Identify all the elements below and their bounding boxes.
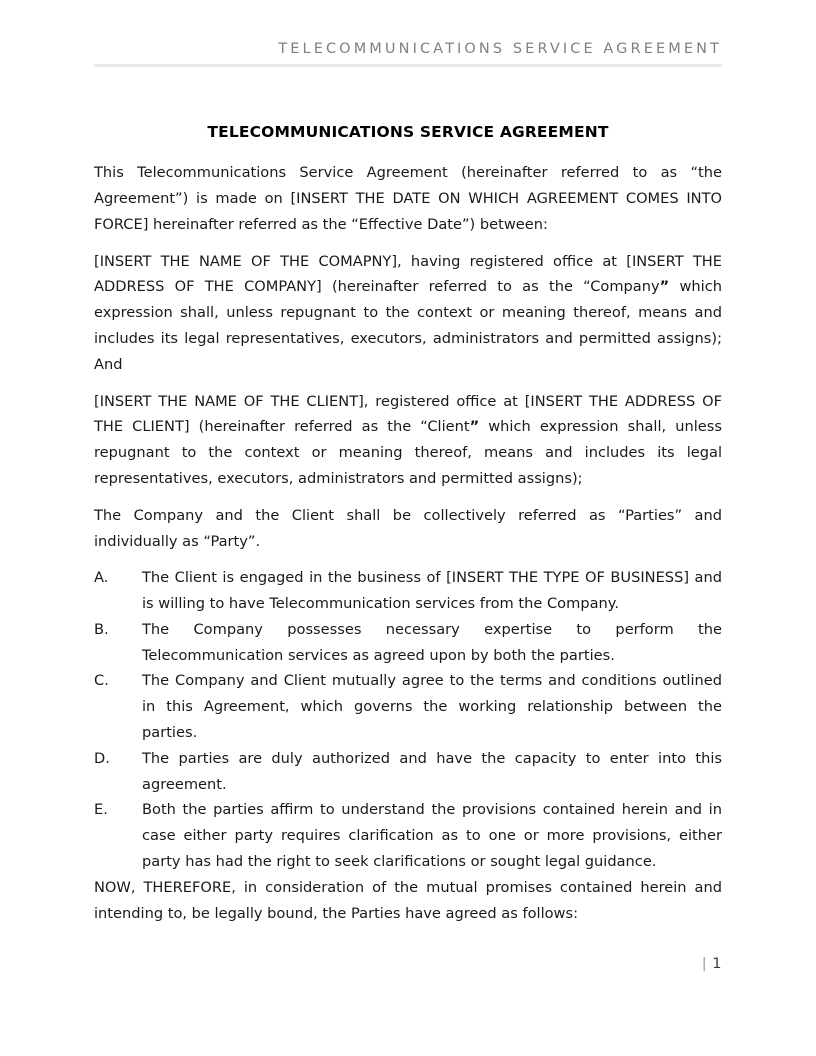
running-header-title: TELECOMMUNICATIONS SERVICE AGREEMENT: [278, 41, 722, 57]
list-item-marker: E.: [94, 801, 108, 819]
company-bold-closing-quote: ”: [659, 278, 670, 296]
document-body: [94, 122, 722, 937]
list-item-text: The Company and Client mutually agree to the terms and conditions outlined in this Agreement, which governs the working relationship between the parties.: [142, 672, 722, 742]
recitals-list: [94, 565, 722, 875]
list-item-text: The Client is engaged in the business of [INSERT THE TYPE OF BUSINESS] and is willing to have Telecommunication services from the Company.: [142, 569, 722, 613]
page-footer: [94, 956, 722, 972]
paragraph-parties-definition: The Company and the Client shall be collectively referred as “Parties” and individually as “Party”.: [94, 506, 722, 550]
page-number: 1: [712, 956, 722, 972]
company-party-text-before-quote: [INSERT THE NAME OF THE COMAPNY], having registered office at [INSERT THE ADDRESS OF THE COMPANY] (hereinafter referred to as the “Company: [94, 252, 722, 296]
paragraph-intro: This Telecommunications Service Agreement (hereinafter referred to as “the Agreement”) is made on [INSERT THE DATE ON WHICH AGREEMENT COMES INTO FORCE] hereinafter referred as the “Effective Date”) between:: [94, 164, 722, 233]
list-item: [94, 565, 722, 617]
paragraph-company-party: [94, 249, 722, 378]
document-title: TELECOMMUNICATIONS SERVICE AGREEMENT: [207, 123, 609, 141]
list-item-marker: D.: [94, 749, 110, 767]
list-item: [94, 617, 722, 669]
list-item: [94, 797, 722, 874]
list-item: [94, 668, 722, 745]
client-bold-closing-quote: ”: [469, 418, 480, 436]
list-item: [94, 746, 722, 798]
header-divider-rule: [94, 64, 722, 67]
paragraph-client-party: [94, 389, 722, 492]
footer-separator: |: [701, 956, 708, 972]
list-item-marker: C.: [94, 672, 109, 690]
list-item-marker: A.: [94, 569, 109, 587]
list-item-text: The Company possesses necessary expertise to perform the Telecommunication services as agreed upon by both the parties.: [142, 620, 722, 664]
list-item-marker: B.: [94, 620, 109, 638]
client-party-text-after-quote: which expression shall, unless repugnant to the context or meaning thereof, means and includes its legal representatives, executors, administrators and permitted assigns);: [94, 418, 722, 487]
list-item-text: Both the parties affirm to understand the provisions contained herein and in case either party requires clarification as to one or more provisions, either party has had the right to seek clarifications or sought legal guidance.: [142, 801, 722, 871]
running-header: [94, 40, 722, 67]
company-party-text-after-quote: which expression shall, unless repugnant to the context or meaning thereof, means and includes its legal representatives, executors, administrators and permitted assigns); And: [94, 278, 722, 373]
paragraph-closing: NOW, THEREFORE, in consideration of the mutual promises contained herein and intending to, be legally bound, the Parties have agreed as follows:: [94, 878, 722, 922]
list-item-text: The parties are duly authorized and have the capacity to enter into this agreement.: [142, 749, 722, 793]
client-party-text-before-quote: [INSERT THE NAME OF THE CLIENT], registered office at [INSERT THE ADDRESS OF THE CLIENT] (hereinafter referred as the “Client: [94, 392, 722, 436]
